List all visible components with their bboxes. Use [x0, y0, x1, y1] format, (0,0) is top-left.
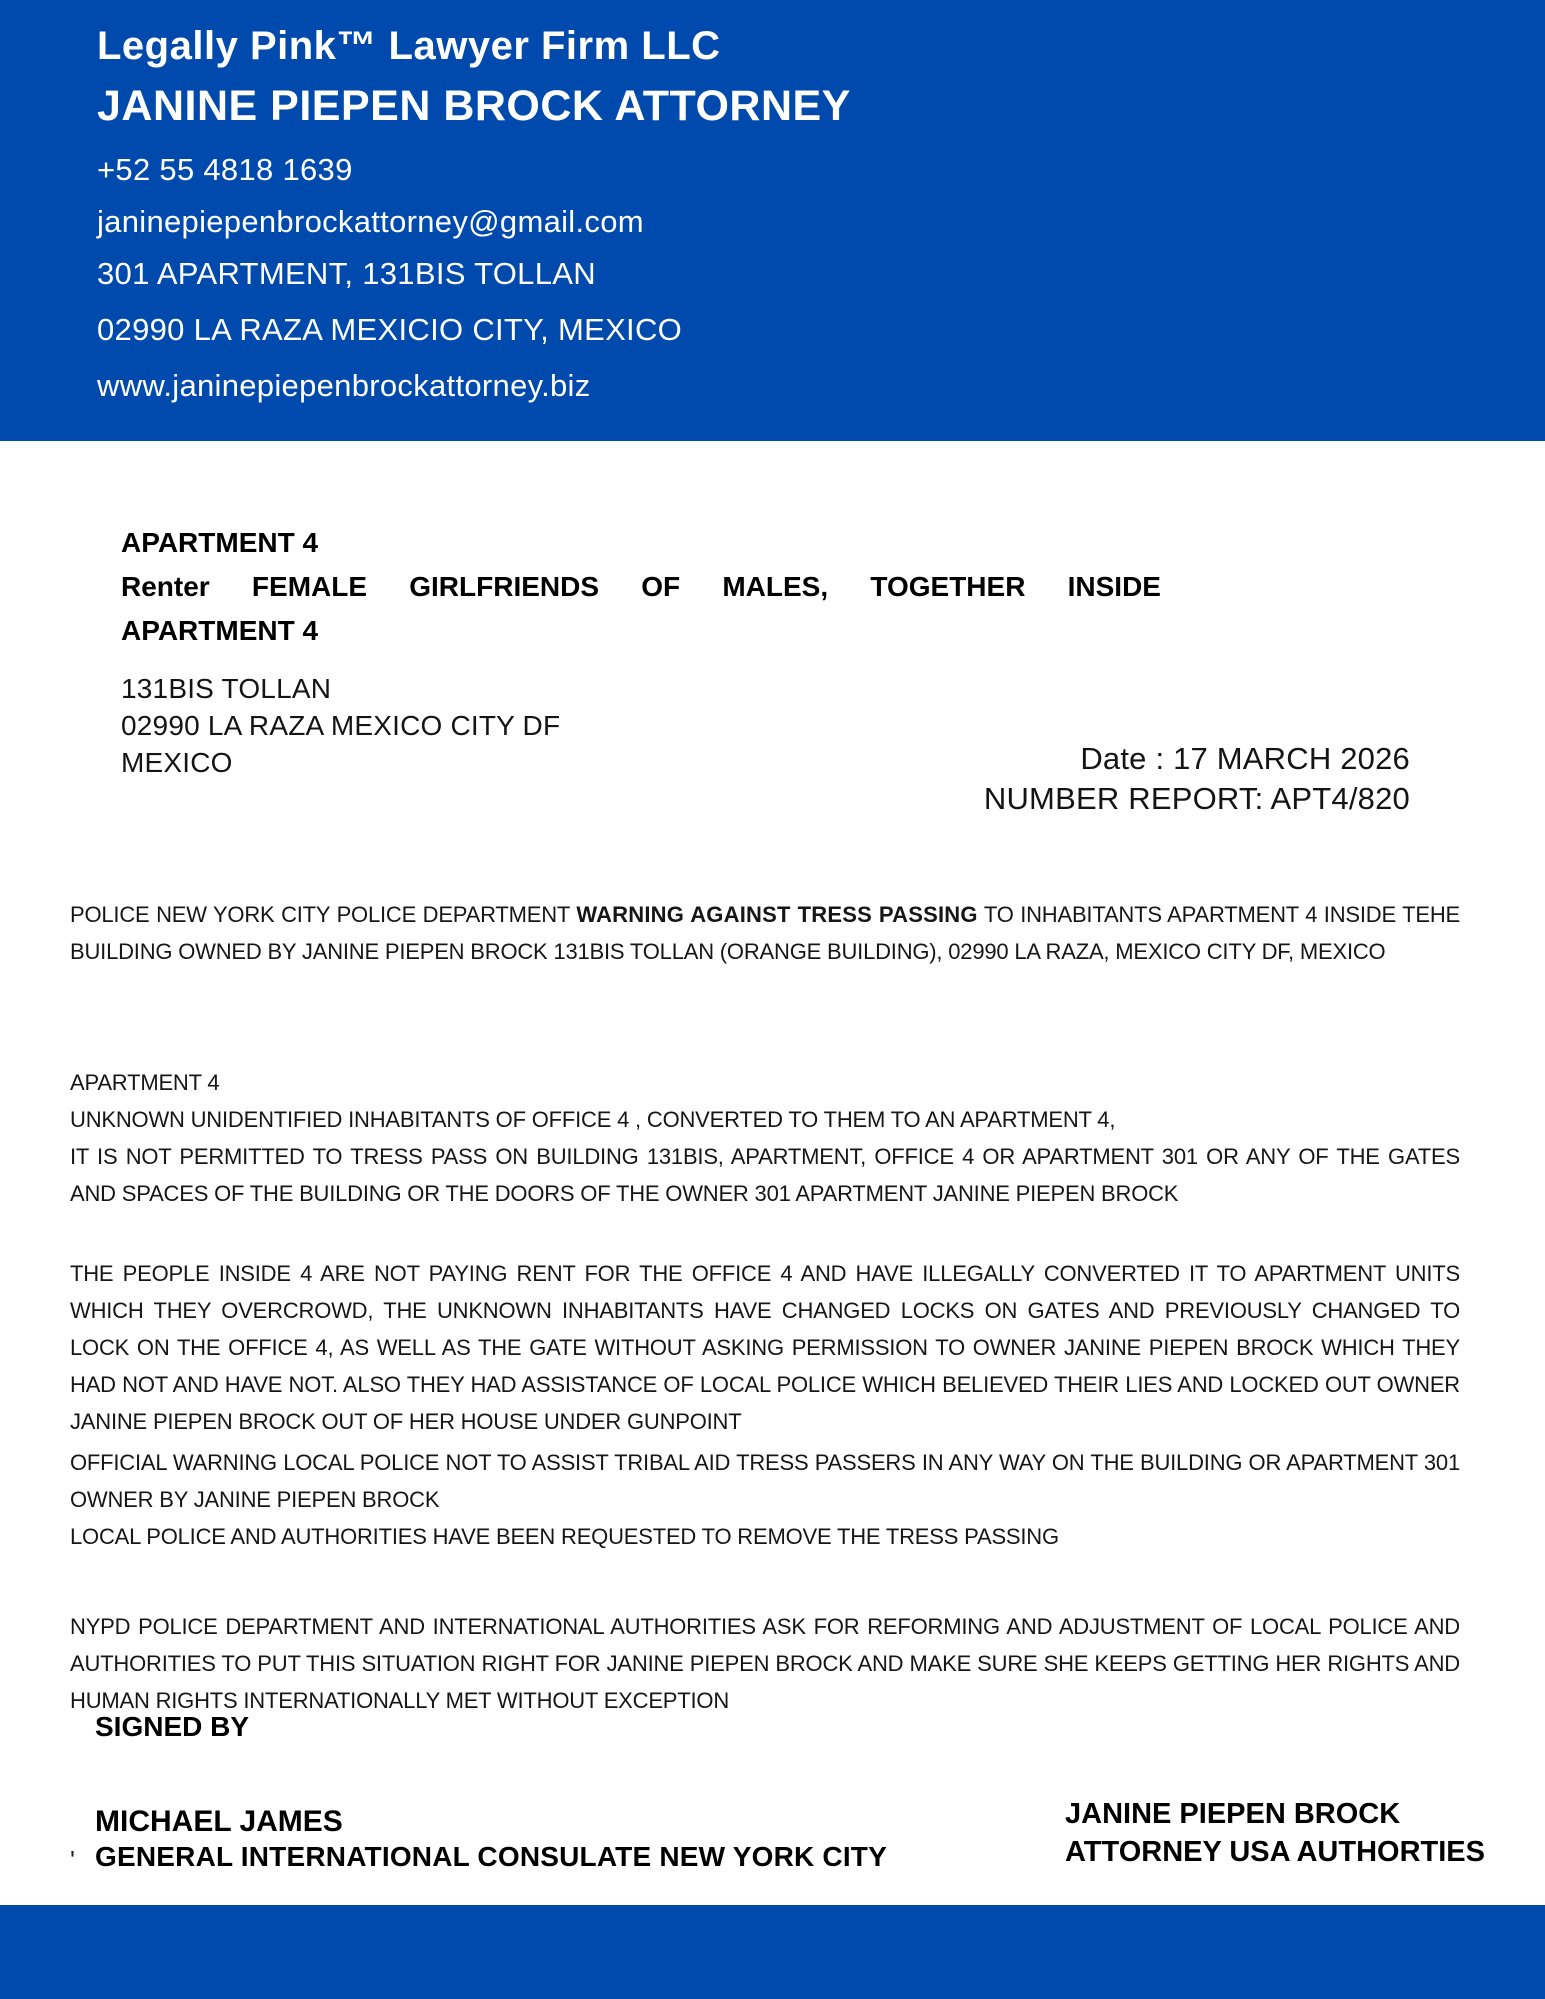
- header-city-address: 02990 LA RAZA MEXICIO CITY, MEXICO: [97, 312, 683, 347]
- paragraph-official-warning: [70, 1444, 1460, 1555]
- signatory-left-title: GENERAL INTERNATIONAL CONSULATE NEW YORK CITY: [95, 1841, 887, 1872]
- signatory-left-name: MICHAEL JAMES: [95, 1805, 343, 1838]
- footer-accent-bar: [0, 1905, 1545, 1999]
- paragraph4-line-2: LOCAL POLICE AND AUTHORITIES HAVE BEEN REQUESTED TO REMOVE THE TRESS PASSING: [70, 1524, 1059, 1549]
- recipient-address-line-1: 131BIS TOLLAN: [121, 673, 332, 704]
- recipient-address-line-2: 02990 LA RAZA MEXICO CITY DF: [121, 710, 561, 741]
- header-street-address: 301 APARTMENT, 131BIS TOLLAN: [97, 256, 596, 291]
- paragraph-apartment4-rules: [70, 1064, 1460, 1212]
- header-email-address: janinepiepenbrockattorney@gmail.com: [97, 204, 644, 239]
- stray-comma-mark: ': [70, 1845, 75, 1875]
- signatory-right-name: JANINE PIEPEN BROCK: [1065, 1798, 1401, 1830]
- paragraph2-line-2: UNKNOWN UNIDENTIFIED INHABITANTS OF OFFICE 4 , CONVERTED TO THEM TO AN APARTMENT 4,: [70, 1107, 1116, 1132]
- paragraph-nypd-request: NYPD POLICE DEPARTMENT AND INTERNATIONAL AUTHORITIES ASK FOR REFORMING AND ADJUSTMENT OF LOCAL POLICE AND AUTHORITIES TO PUT THIS SITUATION RIGHT FOR JANINE PIEPEN BROCK AND MAKE SURE SHE KEEPS GETTING HER RIGHTS AND HUMAN RIGHTS INTERNATIONALLY MET WITHOUT EXCEPTION: [70, 1614, 1460, 1713]
- paragraph2-line-3: IT IS NOT PERMITTED TO TRESS PASS ON BUILDING 131BIS, APARTMENT, OFFICE 4 OR APARTMENT 301 OR ANY OF THE GATES AND SPACES OF THE BUILDING OR THE DOORS OF THE OWNER 301 APARTMENT JANINE PIEPEN BROCK: [70, 1144, 1460, 1206]
- report-number-line: NUMBER REPORT: APT4/820: [983, 781, 1410, 816]
- recipient-heading-line-2: Renter FEMALE GIRLFRIENDS OF MALES, TOGETHER INSIDE: [121, 571, 1161, 602]
- paragraph1-prefix: POLICE NEW YORK CITY POLICE DEPARTMENT: [70, 902, 577, 927]
- paragraph1-bold-warning: WARNING AGAINST TRESS PASSING: [576, 902, 978, 927]
- signatory-right-title: ATTORNEY USA AUTHORTIES: [1065, 1836, 1485, 1868]
- header-phone-number: +52 55 4818 1639: [97, 152, 353, 187]
- header-website-url: www.janinepiepenbrockattorney.biz: [97, 368, 591, 403]
- attorney-name-heading: JANINE PIEPEN BROCK ATTORNEY: [97, 82, 851, 130]
- recipient-address-block: [121, 670, 560, 781]
- paragraph4-line-1: OFFICIAL WARNING LOCAL POLICE NOT TO ASSIST TRIBAL AID TRESS PASSERS IN ANY WAY ON THE BUILDING OR APARTMENT 301 OWNER BY JANINE PIEPEN BROCK: [70, 1450, 1460, 1512]
- recipient-heading-line-3: APARTMENT 4: [121, 615, 319, 646]
- date-report-block: [984, 739, 1410, 819]
- recipient-heading-line-1: APARTMENT 4: [121, 527, 319, 558]
- paragraph1-suffix: TO INHABITANTS APARTMENT 4 INSIDE TEHE BUILDING OWNED BY JANINE PIEPEN BROCK 131BIS TOLLAN (ORANGE BUILDING), 02990 LA RAZA, MEXICO CITY DF, MEXICO: [70, 902, 1460, 964]
- paragraph-warning-intro: [70, 896, 1460, 970]
- recipient-heading-block: [121, 521, 1161, 653]
- signed-by-label: SIGNED BY: [95, 1711, 250, 1742]
- paragraph2-line-1: APARTMENT 4: [70, 1070, 220, 1095]
- recipient-address-line-3: MEXICO: [121, 747, 233, 778]
- letterhead-header: [0, 0, 1545, 441]
- firm-brand-name: Legally Pink™ Lawyer Firm LLC: [97, 24, 721, 68]
- paragraph-rent-accusation: THE PEOPLE INSIDE 4 ARE NOT PAYING RENT FOR THE OFFICE 4 AND HAVE ILLEGALLY CONVERTED IT TO APARTMENT UNITS WHICH THEY OVERCROWD, THE UNKNOWN INHABITANTS HAVE CHANGED LOCKS ON GATES AND PREVIOUSLY CHANGED TO LOCK ON THE OFFICE 4, AS WELL AS THE GATE WITHOUT ASKING PERMISSION TO OWNER JANINE PIEPEN BROCK WHICH THEY HAD NOT AND HAVE NOT. ALSO THEY HAD ASSISTANCE OF LOCAL POLICE WHICH BELIEVED THEIR LIES AND LOCKED OUT OWNER JANINE PIEPEN BROCK OUT OF HER HOUSE UNDER GUNPOINT: [70, 1261, 1460, 1434]
- date-line: Date : 17 MARCH 2026: [1080, 741, 1410, 776]
